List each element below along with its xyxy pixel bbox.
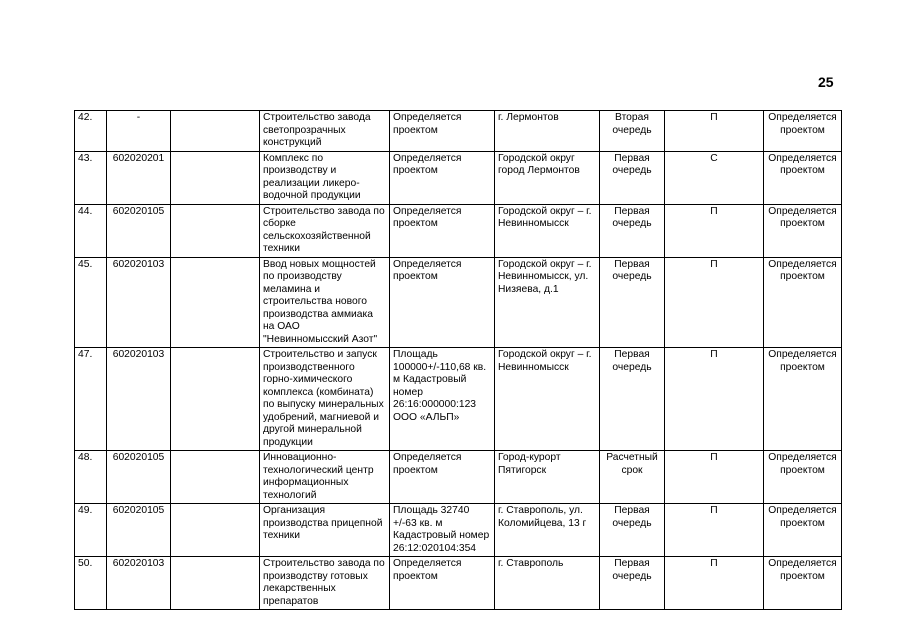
row-stage: Первая очередь xyxy=(600,348,665,451)
row-code: 602020105 xyxy=(107,504,171,557)
row-object-name: Строительство завода по производству готовых лекарственных препаратов xyxy=(260,557,390,610)
table-row xyxy=(75,151,842,204)
row-stage: Расчетный срок xyxy=(600,451,665,504)
row-blank-cell xyxy=(171,504,260,557)
row-code: - xyxy=(107,111,171,152)
row-object-name: Строительство и запуск производственного горно-химического комплекса (комбината) по выпуску минеральных удобрений, магниевой и другой минеральной продукции xyxy=(260,348,390,451)
objects-table xyxy=(74,110,842,610)
row-number: 47. xyxy=(75,348,107,451)
row-type: П xyxy=(665,204,764,257)
table-row xyxy=(75,204,842,257)
table-row xyxy=(75,257,842,348)
row-requirement: Определяется проектом xyxy=(764,348,842,451)
row-code: 602020105 xyxy=(107,204,171,257)
row-code: 602020201 xyxy=(107,151,171,204)
row-requirement: Определяется проектом xyxy=(764,111,842,152)
row-stage: Первая очередь xyxy=(600,504,665,557)
row-number: 43. xyxy=(75,151,107,204)
table-row xyxy=(75,504,842,557)
row-number: 44. xyxy=(75,204,107,257)
row-area: Определяется проектом xyxy=(390,111,495,152)
row-area: Определяется проектом xyxy=(390,451,495,504)
row-number: 49. xyxy=(75,504,107,557)
row-stage: Первая очередь xyxy=(600,557,665,610)
row-requirement: Определяется проектом xyxy=(764,557,842,610)
row-blank-cell xyxy=(171,348,260,451)
row-stage: Первая очередь xyxy=(600,151,665,204)
row-type: П xyxy=(665,451,764,504)
row-object-name: Организация производства прицепной техники xyxy=(260,504,390,557)
row-requirement: Определяется проектом xyxy=(764,204,842,257)
table-body xyxy=(75,111,842,610)
row-object-name: Строительство завода по сборке сельскохозяйственной техники xyxy=(260,204,390,257)
table-row xyxy=(75,557,842,610)
row-area: Определяется проектом xyxy=(390,204,495,257)
row-requirement: Определяется проектом xyxy=(764,257,842,348)
row-location: Городской округ – г. Невинномысск xyxy=(495,204,600,257)
row-object-name: Ввод новых мощностей по производству меламина и строительства нового производства аммиака на ОАО "Невинномысский Азот" xyxy=(260,257,390,348)
row-requirement: Определяется проектом xyxy=(764,451,842,504)
row-location: Городской округ – г. Невинномысск, ул. Низяева, д.1 xyxy=(495,257,600,348)
row-blank-cell xyxy=(171,257,260,348)
row-type: П xyxy=(665,348,764,451)
row-code: 602020103 xyxy=(107,348,171,451)
row-blank-cell xyxy=(171,204,260,257)
row-location: г. Лермонтов xyxy=(495,111,600,152)
row-location: Город-курорт Пятигорск xyxy=(495,451,600,504)
row-stage: Первая очередь xyxy=(600,257,665,348)
row-number: 48. xyxy=(75,451,107,504)
table-row xyxy=(75,111,842,152)
row-blank-cell xyxy=(171,557,260,610)
row-number: 50. xyxy=(75,557,107,610)
page-number: 25 xyxy=(818,74,834,90)
row-type: П xyxy=(665,504,764,557)
table-row xyxy=(75,451,842,504)
row-object-name: Комплекс по производству и реализации ликеро-водочной продукции xyxy=(260,151,390,204)
row-stage: Первая очередь xyxy=(600,204,665,257)
row-location: Городской округ – г. Невинномысск xyxy=(495,348,600,451)
row-location: г. Ставрополь, ул. Коломийцева, 13 г xyxy=(495,504,600,557)
row-type: П xyxy=(665,257,764,348)
row-stage: Вторая очередь xyxy=(600,111,665,152)
table-row xyxy=(75,348,842,451)
row-area: Площадь 100000+/-110,68 кв. м Кадастровый номер 26:16:000000:123 ООО «АЛЬП» xyxy=(390,348,495,451)
row-location: г. Ставрополь xyxy=(495,557,600,610)
row-area: Определяется проектом xyxy=(390,557,495,610)
row-type: П xyxy=(665,557,764,610)
row-number: 42. xyxy=(75,111,107,152)
row-blank-cell xyxy=(171,111,260,152)
row-requirement: Определяется проектом xyxy=(764,504,842,557)
row-type: П xyxy=(665,111,764,152)
row-blank-cell xyxy=(171,451,260,504)
row-area: Определяется проектом xyxy=(390,257,495,348)
row-location: Городской округ город Лермонтов xyxy=(495,151,600,204)
row-object-name: Строительство завода светопрозрачных конструкций xyxy=(260,111,390,152)
row-area: Определяется проектом xyxy=(390,151,495,204)
row-number: 45. xyxy=(75,257,107,348)
row-area: Площадь 32740 +/-63 кв. м Кадастровый номер 26:12:020104:354 xyxy=(390,504,495,557)
row-object-name: Инновационно-технологический центр информационных технологий xyxy=(260,451,390,504)
row-blank-cell xyxy=(171,151,260,204)
row-code: 602020105 xyxy=(107,451,171,504)
row-code: 602020103 xyxy=(107,557,171,610)
row-requirement: Определяется проектом xyxy=(764,151,842,204)
row-code: 602020103 xyxy=(107,257,171,348)
row-type: С xyxy=(665,151,764,204)
